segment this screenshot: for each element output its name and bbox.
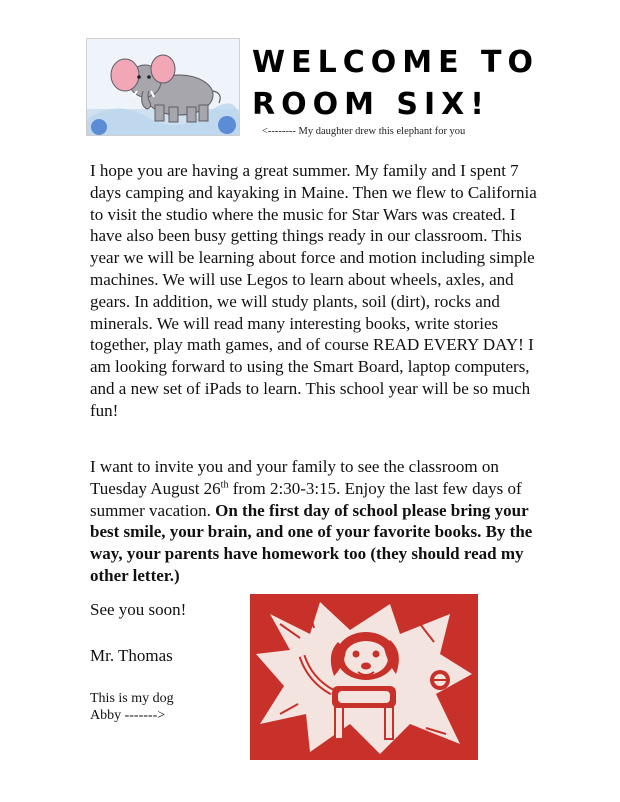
title-line-2: ROOM SIX! — [252, 87, 490, 122]
dog-note-line-2: Abby -------> — [90, 708, 166, 723]
dog-note-line-1: This is my dog — [90, 691, 174, 706]
invitation-paragraph — [90, 456, 550, 587]
dog-note — [90, 690, 230, 724]
title-line-1: WELCOME TO — [252, 45, 539, 80]
invitation-details: from 2:30-3:15. Enjoy the last few days of summer vacation. — [90, 478, 522, 520]
elephant-drawing — [86, 38, 240, 136]
signature: Mr. Thomas — [90, 646, 173, 665]
closing-line: See you soon! — [90, 600, 187, 619]
page-title — [252, 42, 552, 126]
first-day-instructions: On the first day of school please bring your best smile, your brain, and one of your favorite books. By the way, your parents have homework too (they should read my other letter.) — [90, 500, 533, 585]
dog-print — [250, 594, 478, 760]
elephant-caption: <-------- My daughter drew this elephant for you — [262, 126, 466, 137]
intro-paragraph: I hope you are having a great summer. My family and I spent 7 days camping and kayaking in Maine. Then we flew to California to visit the studio where the music for Star Wars was created. I have also been busy getting things ready in our classroom. This year we will be learning about force and motion including simple machines. We will use Legos to learn about wheels, axles, and gears. In addition, we will study plants, soil (dirt), rocks and minerals. We will read many interesting books, write stories together, play math games, and of course READ EVERY DAY! I am looking forward to using the Smart Board, laptop computers, and a new set of iPads to learn. This school year will be so much fun! — [90, 161, 537, 420]
date-ordinal: th — [220, 479, 229, 491]
invitation-intro: I want to invite you and your family to see the classroom on Tuesday August 26 — [90, 457, 499, 498]
